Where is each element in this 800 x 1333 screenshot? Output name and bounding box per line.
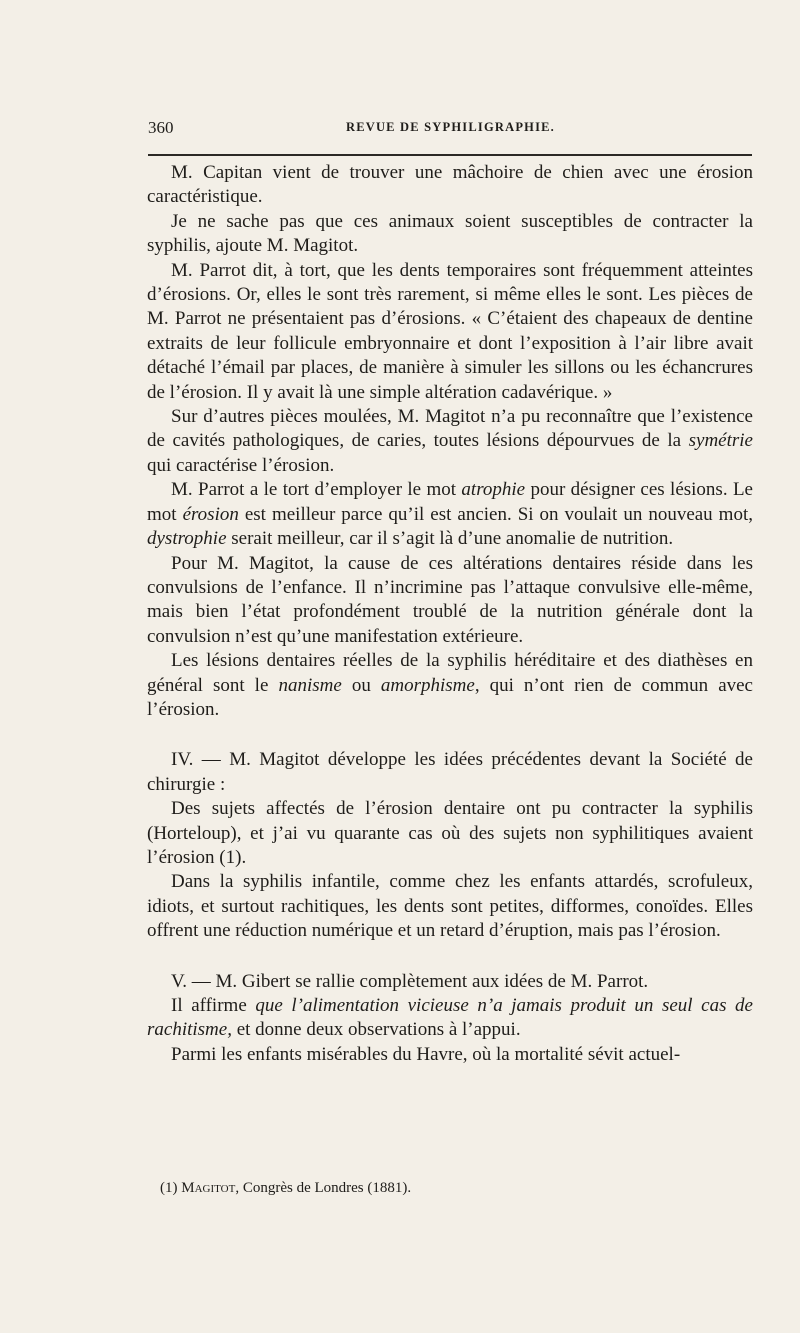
paragraph-12 xyxy=(147,994,753,1043)
footnote xyxy=(160,1178,750,1198)
page-number: 360 xyxy=(148,118,174,137)
section-v-heading xyxy=(147,970,753,994)
paragraph-7-after-2: , qui n’ont rien de commun avec l’érosion. xyxy=(147,674,753,720)
paragraph-7-after: ou xyxy=(341,674,381,696)
footnote-author: Magitot xyxy=(181,1180,236,1196)
paragraph-7 xyxy=(147,649,753,722)
paragraph-3-text: M. Parrot dit, à tort, que les dents temporaires sont fréquemment atteintes d’érosions. Or, elles le sont très rarement, si même elles le sont. Les pièces de M. Parrot ne présentaient pas d’érosions. « C’étaient des chapeaux de dentine extraits de leur follicule embryonnaire et dont l’exposition à l’air libre avait détaché l’émail par places, de manière à simuler les sillons ou les échancrures de l’érosion. Il y avait là une simple altération cadavérique. » xyxy=(147,259,753,403)
paragraph-4 xyxy=(147,405,753,478)
paragraph-13 xyxy=(147,1043,753,1067)
paragraph-5-after: pour désigner ces lésions. Le mot xyxy=(147,479,753,525)
paragraph-7-text: Les lésions dentaires réelles de la syphilis héréditaire et des diathèses en général sont le xyxy=(147,650,753,696)
footnote-marker: (1) xyxy=(160,1180,178,1196)
paragraph-4-after: qui caractérise l’érosion. xyxy=(147,454,335,476)
paragraph-11-text: V. — M. Gibert se rallie complètement aux idées de M. Parrot. xyxy=(171,970,649,992)
body-text xyxy=(147,161,753,1067)
paragraph-10 xyxy=(147,870,753,943)
paragraph-10-text: Dans la syphilis infantile, comme chez les enfants attardés, scrofuleux, idiots, et surtout rachitiques, les dents sont petites, difformes, conoïdes. Elles offrent une réduction numérique et un retard d’éruption, mais pas l’érosion. xyxy=(147,871,753,942)
paragraph-1-text: M. Capitan vient de trouver une mâchoire de chien avec une érosion caractéristique. xyxy=(147,162,753,208)
paragraph-6 xyxy=(147,552,753,650)
emphasis-amorphisme: amorphisme xyxy=(380,674,475,696)
paragraph-9-text: Des sujets affectés de l’érosion dentaire ont pu contracter la syphilis (Horteloup), et j’ai vu quarante cas où des sujets non syphilitiques avaient l’érosion (1). xyxy=(147,798,753,868)
paragraph-3 xyxy=(147,259,753,405)
emphasis-erosion: érosion xyxy=(182,503,239,525)
emphasis-nanisme: nanisme xyxy=(278,674,342,696)
paragraph-12-text: Il affirme xyxy=(171,995,256,1016)
emphasis-symetrie: symétrie xyxy=(688,430,753,452)
emphasis-atrophie: atrophie xyxy=(461,479,526,501)
paragraph-9 xyxy=(147,797,753,870)
paragraph-5 xyxy=(147,478,753,551)
header-rule xyxy=(148,154,752,156)
paragraph-5-after-2: est meilleur parce qu’il est ancien. Si on voulait un nouveau mot, xyxy=(238,503,753,525)
paragraph-8-text: IV. — M. Magitot développe les idées précédentes devant la Société de chirurgie : xyxy=(147,749,753,795)
paragraph-2-text: Je ne sache pas que ces animaux soient susceptibles de contracter la syphilis, ajoute M. Magitot. xyxy=(147,210,753,257)
running-title: REVUE DE SYPHILIGRAPHIE. xyxy=(345,120,556,134)
paragraph-6-text: Pour M. Magitot, la cause de ces altérations dentaires réside dans les convulsions de l’enfance. Il n’incrimine pas l’attaque convulsive elle-même, mais bien l’état profondément troublé de la nutrition générale dont la convulsion n’est qu’une manifestation extérieure. xyxy=(147,552,753,647)
paragraph-13-text: Parmi les enfants misérables du Havre, où la mortalité sévit actuel- xyxy=(171,1043,681,1065)
emphasis-alimentation: que l’alimentation vicieuse n’a jamais produit un seul cas de rachitisme, xyxy=(147,995,753,1041)
section-iv-heading xyxy=(147,748,753,797)
paragraph-12-after: et donne deux observations à l’appui. xyxy=(231,1019,521,1041)
running-head xyxy=(148,118,753,142)
paragraph-4-text: Sur d’autres pièces moulées, M. Magitot n’a pu reconnaître que l’existence de cavités pathologiques, de caries, toutes lésions dépourvues de la xyxy=(147,406,753,452)
paragraph-1 xyxy=(147,161,753,210)
emphasis-dystrophie: dystrophie xyxy=(147,528,227,550)
paragraph-5-after-3: serait meilleur, car il s’agit là d’une anomalie de nutrition. xyxy=(226,528,674,550)
paragraph-5-text: M. Parrot a le tort d’employer le mot xyxy=(171,479,462,501)
footnote-rest: , Congrès de Londres (1881). xyxy=(235,1180,412,1196)
paragraph-2 xyxy=(147,210,753,259)
